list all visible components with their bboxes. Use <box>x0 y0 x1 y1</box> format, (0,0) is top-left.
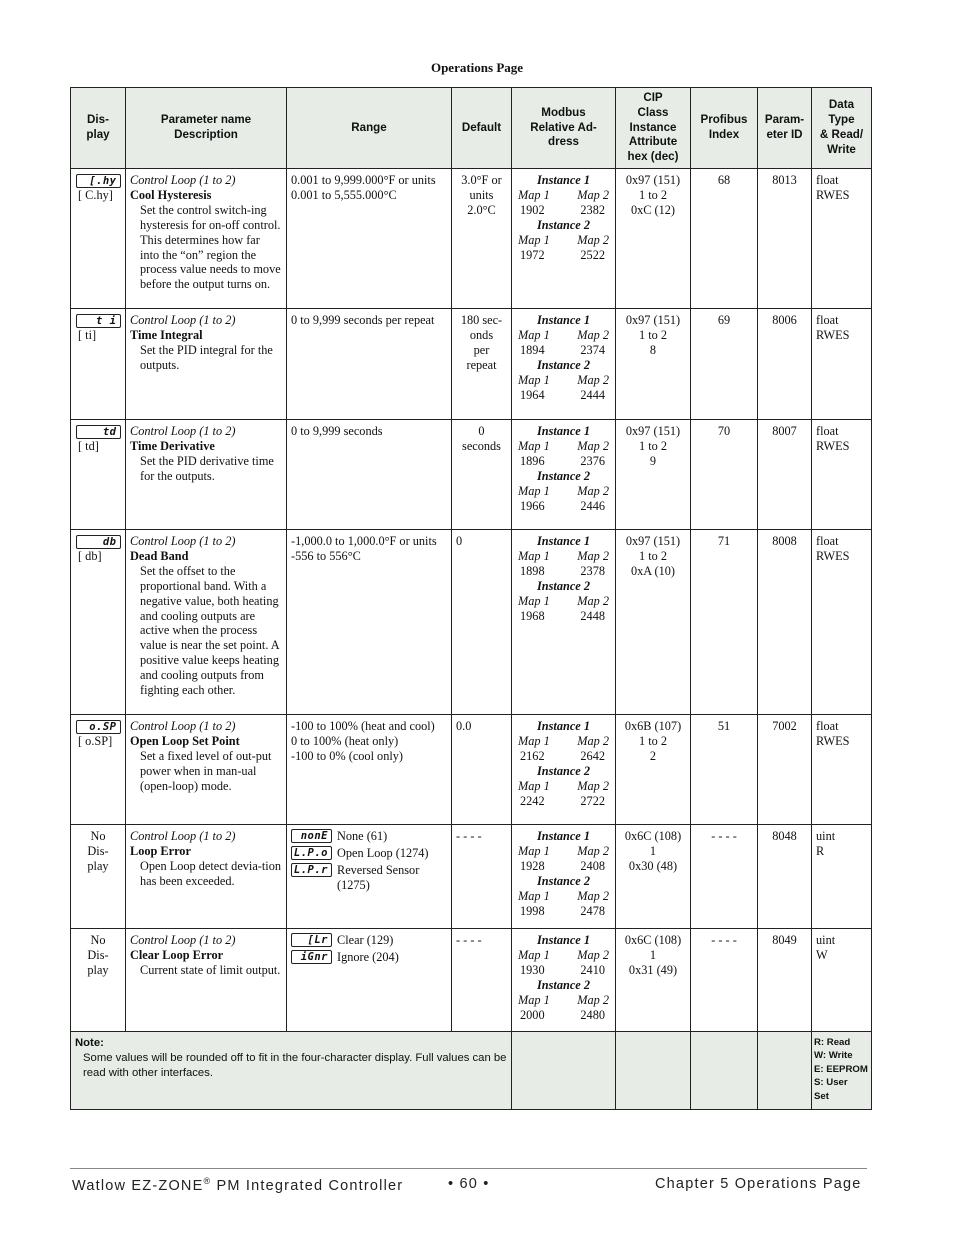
control-loop-label: Control Loop (1 to 2) <box>130 719 236 733</box>
default-line: 0 <box>456 534 463 548</box>
cip-cell <box>616 169 691 309</box>
default-cell <box>452 929 512 1032</box>
parameter-id-cell: 8008 <box>758 530 812 715</box>
modbus-values: 2162 2642 <box>520 748 605 763</box>
data-type-cell <box>812 169 872 309</box>
parameter-id-cell: 8049 <box>758 929 812 1032</box>
parameter-cell <box>126 169 287 309</box>
modbus-values: 1930 2410 <box>520 962 605 977</box>
map-labels: Map 1 Map 2 <box>518 327 609 342</box>
cip-line: 1 to 2 <box>638 327 667 342</box>
control-loop-label: Control Loop (1 to 2) <box>130 933 236 947</box>
instance-1-label: Instance 1 <box>537 313 590 327</box>
parameter-cell <box>126 420 287 530</box>
cip-line: 0x30 (48) <box>628 858 678 873</box>
footer-product: Watlow EZ-ZONE® PM Integrated Controller <box>72 1176 404 1194</box>
default-line: 2.0°C <box>467 202 496 217</box>
data-type-cell <box>812 929 872 1032</box>
footer-chapter: Chapter 5 Operations Page <box>655 1176 862 1192</box>
parameter-description: Set the PID derivative time for the outputs. <box>140 453 274 483</box>
footer-page-number: • 60 • <box>448 1176 490 1192</box>
cip-line: 0x31 (49) <box>628 962 678 977</box>
range-line: -556 to 556°C <box>291 548 361 563</box>
modbus-cell <box>512 715 616 825</box>
table-row <box>71 169 872 309</box>
map-labels: Map 1 Map 2 <box>518 548 609 563</box>
lcd-display-icon: t i <box>76 314 121 328</box>
col-header-display: Dis- play <box>71 88 126 169</box>
note-blank-cell <box>691 1032 758 1110</box>
option-lcd-icon: L.P.r <box>291 863 332 877</box>
col-header-modbus: Modbus Relative Ad- dress <box>512 88 616 169</box>
option-text: Clear (129) <box>337 933 394 947</box>
control-loop-label: Control Loop (1 to 2) <box>130 534 236 548</box>
parameter-cell <box>126 530 287 715</box>
range-cell <box>287 169 452 309</box>
cip-line: 0xA (10) <box>630 563 676 578</box>
instance-2-label: Instance 2 <box>537 873 590 888</box>
instance-2-label: Instance 2 <box>537 217 590 232</box>
display-cell <box>71 825 126 929</box>
instance-2-label: Instance 2 <box>537 977 590 992</box>
col-header-default: Default <box>452 88 512 169</box>
instance-1-label: Instance 1 <box>537 424 590 438</box>
profibus-cell: 71 <box>691 530 758 715</box>
display-cell <box>71 420 126 530</box>
display-code: [ C.hy] <box>78 188 113 202</box>
map-labels: Map 1 Map 2 <box>518 947 609 962</box>
cip-line: 0x97 (151) <box>625 424 681 438</box>
cip-cell <box>616 309 691 420</box>
cip-line: 1 <box>649 843 657 858</box>
parameter-name: Open Loop Set Point <box>130 733 240 748</box>
note-cell <box>71 1032 512 1110</box>
col-header-cip: CIP Class Instance Attribute hex (dec) <box>616 88 691 169</box>
no-display-label: No <box>90 829 106 843</box>
instance-2-label: Instance 2 <box>537 357 590 372</box>
dtype-line: RWES <box>816 548 850 563</box>
dtype-line: float <box>816 424 839 438</box>
default-cell <box>452 530 512 715</box>
map-labels: Map 1 Map 2 <box>518 438 609 453</box>
data-type-cell <box>812 825 872 929</box>
map-labels: Map 1 Map 2 <box>518 843 609 858</box>
default-cell <box>452 825 512 929</box>
cip-line: 1 to 2 <box>638 548 667 563</box>
no-display-label: Dis- <box>87 947 109 962</box>
profibus-cell: 68 <box>691 169 758 309</box>
option-lcd-icon: iGnr <box>291 950 332 964</box>
default-line: - - - - <box>456 829 482 843</box>
cip-cell <box>616 530 691 715</box>
data-type-cell <box>812 420 872 530</box>
data-type-cell <box>812 715 872 825</box>
control-loop-label: Control Loop (1 to 2) <box>130 829 236 843</box>
page-title: Operations Page <box>430 60 524 75</box>
display-code: [ td] <box>78 439 99 453</box>
parameter-id-cell: 8006 <box>758 309 812 420</box>
cip-line: 1 to 2 <box>638 733 667 748</box>
dtype-line: float <box>816 719 839 733</box>
cip-cell <box>616 715 691 825</box>
cip-cell <box>616 929 691 1032</box>
parameter-description: Set the control switch-ing hysteresis for on-off control. This determines how far into the “on” region the process value needs to move before the output turns on. <box>140 202 281 292</box>
parameter-cell <box>126 309 287 420</box>
display-code: [ db] <box>78 549 102 563</box>
table-row <box>71 825 872 929</box>
cip-cell <box>616 825 691 929</box>
range-cell <box>287 420 452 530</box>
cip-line: 1 to 2 <box>638 438 667 453</box>
note-blank-cell <box>616 1032 691 1110</box>
parameter-id-cell: 8013 <box>758 169 812 309</box>
header-row <box>71 88 872 169</box>
option-lcd-icon: L.P.o <box>291 846 332 860</box>
range-cell <box>287 715 452 825</box>
parameter-cell <box>126 929 287 1032</box>
note-blank-cell <box>758 1032 812 1110</box>
profibus-cell: 51 <box>691 715 758 825</box>
instance-1-label: Instance 1 <box>537 829 590 843</box>
dtype-line: uint <box>816 829 836 843</box>
default-line: repeat <box>466 357 497 372</box>
no-display-label: play <box>87 858 109 873</box>
parameter-id-cell: 8007 <box>758 420 812 530</box>
dtype-line: uint <box>816 933 836 947</box>
legend-write: W: Write <box>814 1050 853 1062</box>
map-labels: Map 1 Map 2 <box>518 778 609 793</box>
cip-line: 0x6B (107) <box>624 719 682 733</box>
default-line: - - - - <box>456 933 482 947</box>
map-labels: Map 1 Map 2 <box>518 733 609 748</box>
instance-1-label: Instance 1 <box>537 534 590 548</box>
parameter-name: Dead Band <box>130 548 189 563</box>
display-cell <box>71 530 126 715</box>
note-title: Note: <box>75 1037 104 1049</box>
parameter-cell <box>126 825 287 929</box>
dtype-line: float <box>816 534 839 548</box>
range-cell <box>287 309 452 420</box>
modbus-cell <box>512 309 616 420</box>
lcd-display-icon: td <box>76 425 121 439</box>
dtype-line: float <box>816 173 839 187</box>
cip-line: 1 <box>649 947 657 962</box>
table-row <box>71 715 872 825</box>
default-line: seconds <box>462 438 501 453</box>
parameter-name: Cool Hysteresis <box>130 187 212 202</box>
lcd-display-icon: o.SP <box>76 720 121 734</box>
profibus-cell: - - - - <box>691 929 758 1032</box>
range-cell <box>287 825 452 929</box>
note-blank-cell <box>512 1032 616 1110</box>
modbus-cell <box>512 530 616 715</box>
map-labels: Map 1 Map 2 <box>518 888 609 903</box>
range-option <box>291 950 447 965</box>
no-display-label: play <box>87 962 109 977</box>
range-option <box>291 829 447 844</box>
range-line: 0 to 9,999 seconds per repeat <box>291 313 435 327</box>
modbus-values: 1964 2444 <box>520 387 605 402</box>
display-cell <box>71 169 126 309</box>
range-cell <box>287 929 452 1032</box>
profibus-cell: 70 <box>691 420 758 530</box>
range-line: -100 to 100% (heat and cool) <box>291 719 435 733</box>
legend-user: S: User <box>814 1077 848 1089</box>
dtype-line: R <box>816 843 825 858</box>
control-loop-label: Control Loop (1 to 2) <box>130 173 236 187</box>
range-option <box>291 846 447 861</box>
option-text: Ignore (204) <box>337 949 399 964</box>
map-labels: Map 1 Map 2 <box>518 992 609 1007</box>
legend-set: Set <box>814 1090 829 1102</box>
data-type-cell <box>812 530 872 715</box>
display-cell <box>71 309 126 420</box>
parameter-id-cell: 7002 <box>758 715 812 825</box>
default-cell <box>452 420 512 530</box>
map-labels: Map 1 Map 2 <box>518 593 609 608</box>
legend-read: R: Read <box>814 1037 851 1048</box>
instance-1-label: Instance 1 <box>537 933 590 947</box>
parameter-id-cell: 8048 <box>758 825 812 929</box>
parameter-description: Open Loop detect devia-tion has been exceeded. <box>140 858 282 888</box>
col-header-parameter-id: Param- eter ID <box>758 88 812 169</box>
profibus-cell: 69 <box>691 309 758 420</box>
dtype-line: RWES <box>816 438 850 453</box>
default-line: per <box>473 342 490 357</box>
parameter-name: Loop Error <box>130 843 191 858</box>
modbus-cell <box>512 929 616 1032</box>
map-labels: Map 1 Map 2 <box>518 232 609 247</box>
option-text: Reversed Sensor (1275) <box>337 862 420 892</box>
modbus-values: 1928 2408 <box>520 858 605 873</box>
note-text: Some values will be rounded off to fit in the four-character display. Full values can be read with other interfaces. <box>83 1052 507 1079</box>
modbus-values: 1898 2378 <box>520 563 605 578</box>
range-line: 0.001 to 9,999.000°F or units <box>291 173 436 187</box>
default-line: units <box>469 187 494 202</box>
col-header-profibus: Profibus Index <box>691 88 758 169</box>
option-text: Open Loop (1274) <box>337 845 429 860</box>
modbus-values: 1966 2446 <box>520 498 605 513</box>
footer-divider <box>70 1168 867 1169</box>
modbus-cell <box>512 169 616 309</box>
cip-line: 8 <box>649 342 657 357</box>
parameter-name: Time Derivative <box>130 438 215 453</box>
dtype-line: float <box>816 313 839 327</box>
default-line: 0.0 <box>456 719 472 733</box>
cip-line: 1 to 2 <box>638 187 667 202</box>
default-cell <box>452 309 512 420</box>
dtype-line: RWES <box>816 327 850 342</box>
parameter-cell <box>126 715 287 825</box>
modbus-values: 1894 2374 <box>520 342 605 357</box>
table-row <box>71 309 872 420</box>
table-row <box>71 530 872 715</box>
dtype-line: RWES <box>816 187 850 202</box>
modbus-values: 1902 2382 <box>520 202 605 217</box>
parameter-description: Set the offset to the proportional band. With a negative value, both heating and cooling outputs are active when the process value is near the set point. A positive value keeps heating and cooling outputs from fighting each other. <box>140 563 279 698</box>
cip-cell <box>616 420 691 530</box>
range-line: 0.001 to 5,555.000°C <box>291 187 397 202</box>
legend-eeprom: E: EEPROM <box>814 1063 868 1075</box>
default-line: 180 sec- <box>460 313 503 327</box>
cip-line: 0x97 (151) <box>625 313 681 327</box>
parameter-description: Set a fixed level of out-put power when in man-ual (open-loop) mode. <box>140 748 272 793</box>
cip-line: 0x97 (151) <box>625 534 681 548</box>
cip-line: 0x6C (108) <box>624 829 682 843</box>
lcd-display-icon: db <box>76 535 121 549</box>
range-line: 0 to 100% (heat only) <box>291 733 399 748</box>
map-labels: Map 1 Map 2 <box>518 372 609 387</box>
no-display-label: No <box>90 933 106 947</box>
map-labels: Map 1 Map 2 <box>518 483 609 498</box>
col-header-range: Range <box>287 88 452 169</box>
operations-table <box>70 87 872 1110</box>
col-header-data-type: Data Type & Read/ Write <box>812 88 872 169</box>
cip-line: 9 <box>649 453 657 468</box>
cip-line: 0xC (12) <box>630 202 676 217</box>
modbus-values: 1968 2448 <box>520 608 605 623</box>
data-type-cell <box>812 309 872 420</box>
range-option <box>291 863 447 893</box>
range-line: -1,000.0 to 1,000.0°F or units <box>291 534 437 548</box>
range-option <box>291 933 447 948</box>
display-cell <box>71 929 126 1032</box>
display-code: [ o.SP] <box>78 734 113 748</box>
range-cell <box>287 530 452 715</box>
range-line: 0 to 9,999 seconds <box>291 424 383 438</box>
control-loop-label: Control Loop (1 to 2) <box>130 424 236 438</box>
no-display-label: Dis- <box>87 843 109 858</box>
parameter-description: Current state of limit output. <box>140 962 281 977</box>
instance-1-label: Instance 1 <box>537 719 590 733</box>
range-line: -100 to 0% (cool only) <box>291 748 404 763</box>
display-code: [ ti] <box>78 328 97 342</box>
option-text: None (61) <box>337 829 388 843</box>
default-line: 3.0°F or <box>461 173 502 187</box>
rw-legend <box>812 1032 872 1110</box>
modbus-values: 1896 2376 <box>520 453 605 468</box>
dtype-line: W <box>816 947 828 962</box>
modbus-cell <box>512 825 616 929</box>
modbus-cell <box>512 420 616 530</box>
instance-2-label: Instance 2 <box>537 578 590 593</box>
modbus-values: 2242 2722 <box>520 793 605 808</box>
default-cell <box>452 169 512 309</box>
table-row <box>71 929 872 1032</box>
modbus-values: 2000 2480 <box>520 1007 605 1022</box>
option-lcd-icon: [Lr <box>291 933 332 947</box>
instance-1-label: Instance 1 <box>537 173 590 187</box>
control-loop-label: Control Loop (1 to 2) <box>130 313 236 327</box>
col-header-parameter: Parameter name Description <box>126 88 287 169</box>
display-cell <box>71 715 126 825</box>
parameter-name: Time Integral <box>130 327 203 342</box>
option-lcd-icon: nonE <box>291 829 332 843</box>
note-row <box>71 1032 872 1110</box>
modbus-values: 1972 2522 <box>520 247 605 262</box>
parameter-name: Clear Loop Error <box>130 947 224 962</box>
map-labels: Map 1 Map 2 <box>518 187 609 202</box>
table-row <box>71 420 872 530</box>
default-line: onds <box>469 327 494 342</box>
instance-2-label: Instance 2 <box>537 468 590 483</box>
cip-line: 0x6C (108) <box>624 933 682 947</box>
cip-line: 2 <box>649 748 657 763</box>
default-line: 0 <box>478 424 485 438</box>
dtype-line: RWES <box>816 733 850 748</box>
cip-line: 0x97 (151) <box>625 173 681 187</box>
parameter-description: Set the PID integral for the outputs. <box>140 342 273 372</box>
default-cell <box>452 715 512 825</box>
modbus-values: 1998 2478 <box>520 903 605 918</box>
instance-2-label: Instance 2 <box>537 763 590 778</box>
profibus-cell: - - - - <box>691 825 758 929</box>
lcd-display-icon: [.hy <box>76 174 121 188</box>
